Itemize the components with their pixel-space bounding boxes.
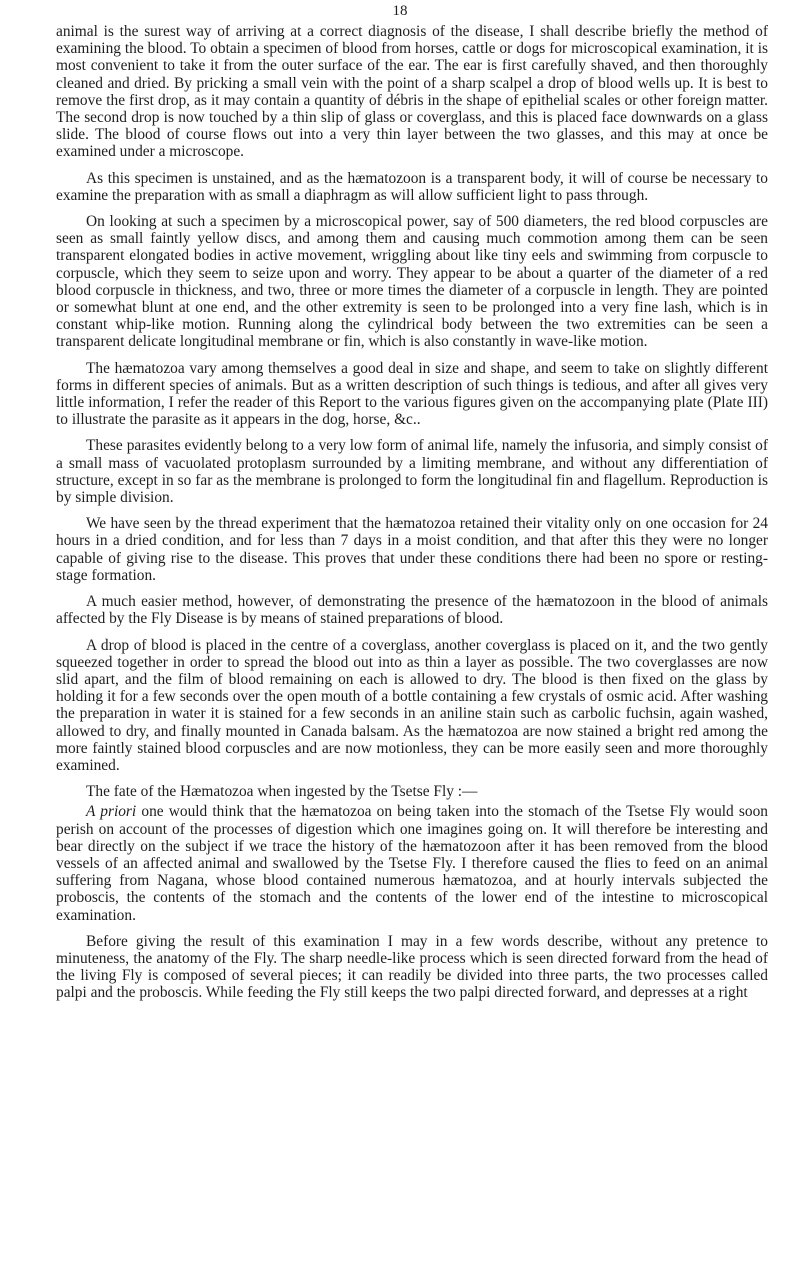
paragraph-hematozoa-variation: The hæmatozoa vary among themselves a good deal in size and shape, and seem to take on slightly different forms in different species of animals. But as a written description of such things is tedious, and after all gives very little information, I refer the reader of this Report to the various figures given on the accompanying plate (Plate III) to illustrate the parasite as it appears in the dog, horse, &c..	[56, 359, 768, 429]
paragraph-a-priori-text: one would think that the hæmatozoa on being taken into the stomach of the Tsetse Fly would soon perish on account of the processes of digestion which one imagines going on. It will therefore be interesting and bear directly on the subject if we trace the history of the hæmatozoon after it has been removed from the blood vessels of an affected animal and swallowed by the Tsetse Fly. I therefore caused the flies to feed on an animal suffering from Nagana, whose blood contained numerous hæmatozoa, and at hourly intervals subjected the proboscis, the contents of the stomach and the contents of the lower end of the intestine to microscopical examination.	[56, 803, 768, 924]
paragraph-staining-procedure: A drop of blood is placed in the centre of a coverglass, another coverglass is placed on it, and the two gently squeezed together in order to spread the blood out into as thin a layer as possible. The two coverglasses are now slid apart, and the film of blood remaining on each is allowed to dry. The blood is then fixed on the glass by holding it for a few seconds over the open mouth of a bottle containing a few crystals of osmic acid. After washing the preparation in water it is stained for a few seconds in an aniline stain such as carbolic fuchsin, again washed, allowed to dry, and finally mounted in Canada balsam. As the hæmatozoa are now stained a bright red among the more faintly stained blood corpuscles and are now motionless, they can be more easily seen and more thoroughly examined.	[56, 636, 768, 774]
paragraph-microscope-view: On looking at such a specimen by a microscopical power, say of 500 diameters, the red blood corpuscles are seen as small faintly yellow discs, and among them and causing much commotion among them can be seen transparent elongated bodies in active movement, wriggling about like tiny eels and swimming from corpuscle to corpuscle, which they seem to seize upon and worry. They appear to be about a quarter of the diameter of a red blood corpuscle in thickness, and two, three or more times the diameter of a corpuscle in length. They are pointed or somewhat blunt at one end, and the other extremity is seen to be prolonged into a very fine lash, which is in constant whip-like motion. Running along the cylindrical body between the two extremities can be seen a transparent delicate longitudinal membrane or fin, which is also constantly in wave-like motion.	[56, 213, 768, 351]
paragraph-thread-experiment: We have seen by the thread experiment that the hæmatozoa retained their vitality only on one occasion for 24 hours in a dried condition, and for less than 7 days in a moist condition, and that after this they were no longer capable of giving rise to the disease. This proves that under these conditions there had been no spore or resting-stage formation.	[56, 515, 768, 584]
section-heading: The fate of the Hæmatozoa when ingested by the Tsetse Fly :—	[86, 783, 478, 801]
a-priori-italic: A priori	[86, 803, 137, 821]
body-text	[56, 23, 768, 1011]
page-number: 18	[392, 3, 408, 19]
paragraph-parasite-nature: These parasites evidently belong to a very low form of animal life, namely the infusoria, and simply consist of a small mass of vacuolated protoplasm surrounded by a limiting membrane, and without any differentiation of structure, except in so far as the membrane is prolonged to form the longitudinal fin and flagellum. Reproduction is by simple division.	[56, 437, 768, 507]
paragraph-unstained-specimen: As this specimen is unstained, and as the hæmatozoon is a transparent body, it will of course be necessary to examine the preparation with as small a diaphragm as will allow sufficient light to pass through.	[56, 169, 768, 204]
paragraph-a-priori	[56, 803, 768, 923]
paragraph-stained-preparations: A much easier method, however, of demonstrating the presence of the hæmatozoon in the blood of animals affected by the Fly Disease is by means of stained preparations of blood.	[56, 593, 768, 628]
paragraph-fly-anatomy: Before giving the result of this examination I may in a few words describe, without any pretence to minuteness, the anatomy of the Fly. The sharp needle-like process which is seen directed forward from the head of the living Fly is composed of several pieces; it can readily be divided into three parts, the two processes called palpi and the proboscis. While feeding the Fly still keeps the two palpi directed forward, and depresses at a right	[56, 932, 768, 1002]
paragraph-diagnosis-method: animal is the surest way of arriving at a correct diagnosis of the disease, I shall describe briefly the method of examining the blood. To obtain a specimen of blood from horses, cattle or dogs for microscopical examination, it is most convenient to take it from the outer surface of the ear. The ear is first carefully shaved, and then thoroughly cleaned and dried. By pricking a small vein with the point of a sharp scalpel a drop of blood wells up. It is best to remove the first drop, as it may contain a quantity of débris in the shape of epithelial scales or other foreign matter. The second drop is now touched by a thin slip of glass or coverglass, and this is placed face downwards on a glass slide. The blood of course flows out into a very thin layer between the two glasses, and this may at once be examined under a microscope.	[56, 23, 768, 161]
